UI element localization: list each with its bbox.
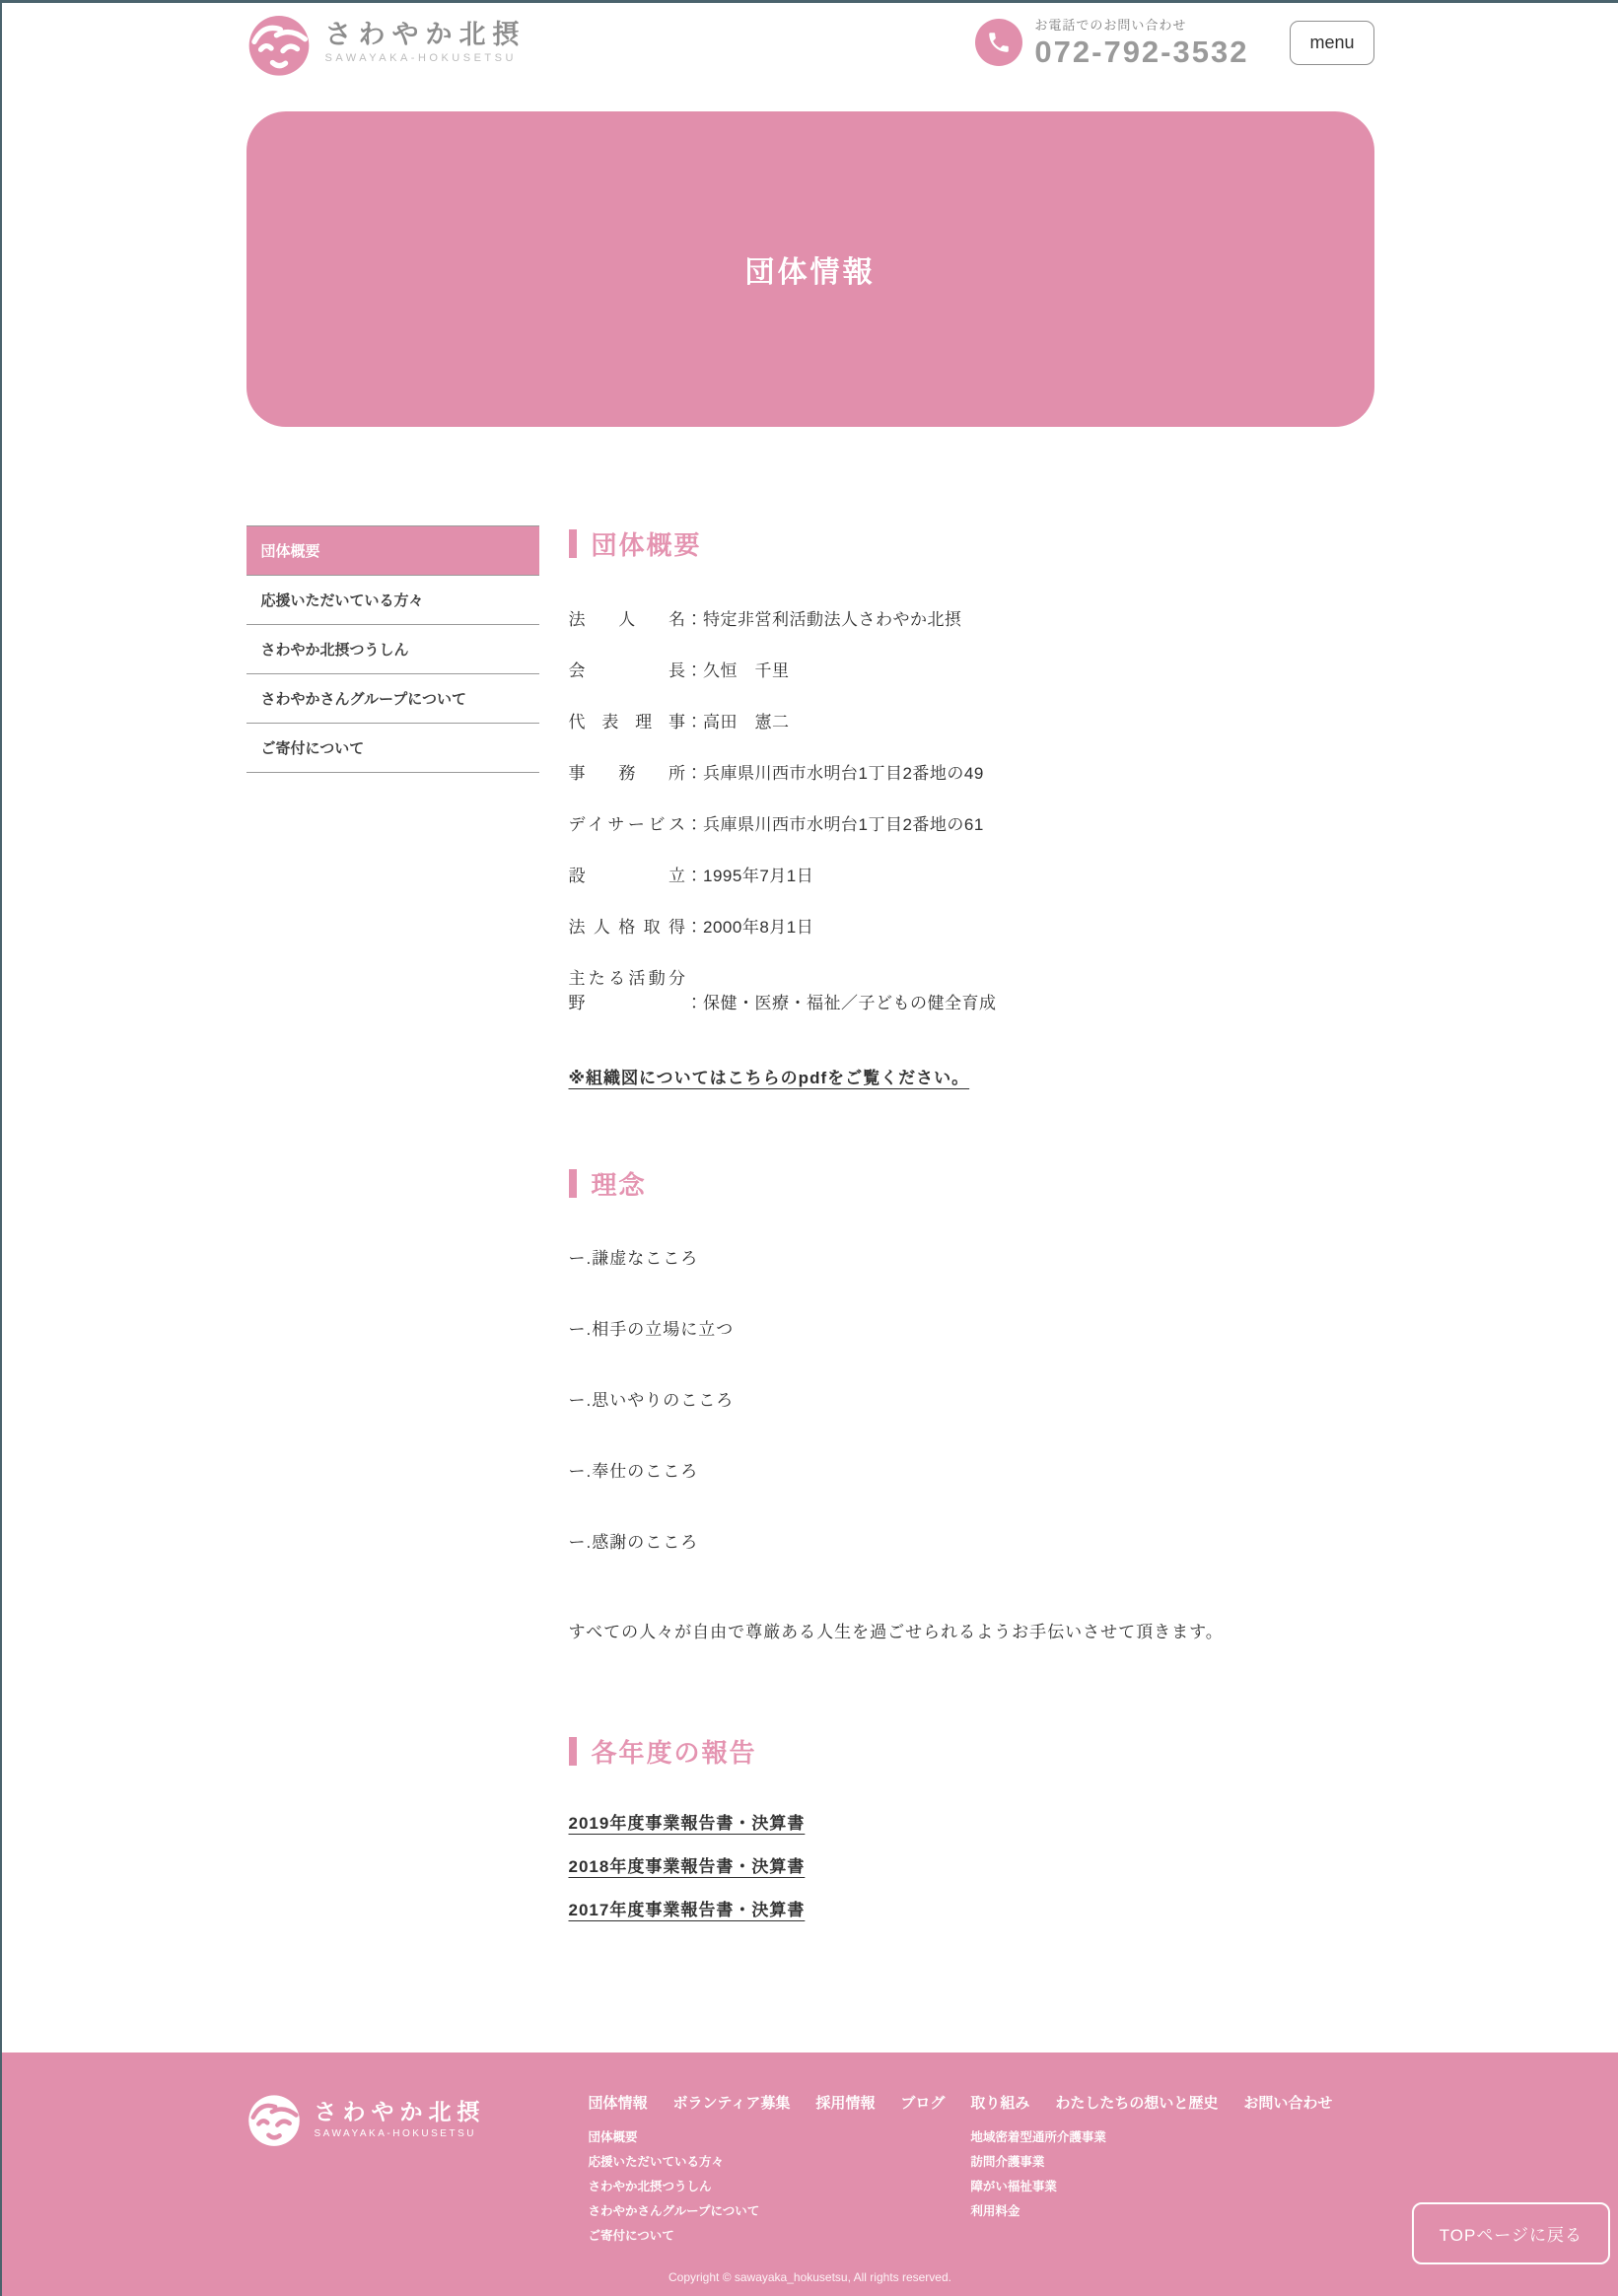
logo-subname: SAWAYAKA-HOKUSETSU xyxy=(324,52,517,65)
sidebar-item-overview[interactable]: 団体概要 xyxy=(246,526,539,576)
footer-col-torikumi xyxy=(970,2092,1106,2218)
philosophy-item: ー.奉仕のこころ xyxy=(568,1462,699,1481)
sidebar-item-donation[interactable]: ご寄付について xyxy=(246,724,539,773)
sidebar-item-newsletter[interactable]: さわやか北摂つうしん xyxy=(246,625,539,674)
philosophy-closing: すべての人々が自由で尊厳ある人生を過ごせられるようお手伝いさせて頂きます。 xyxy=(568,1623,1224,1641)
report-link-2019[interactable]: 2019年度事業報告書・決算書 xyxy=(568,1814,806,1833)
section-overview xyxy=(569,525,1374,1088)
heading-bar xyxy=(569,529,577,558)
footer-link-blog[interactable]: ブログ xyxy=(900,2095,946,2112)
overview-row: 主たる活動分野 ：保健・医療・福祉／子どもの健全育成 xyxy=(568,969,997,1012)
overview-row: デイサービス：兵庫県川西市水明台1丁目2番地の61 xyxy=(568,815,984,834)
footer-col-omoi xyxy=(1055,2092,1218,2147)
footer-sublink-gaiyo[interactable]: 団体概要 xyxy=(588,2130,638,2144)
phone-label: お電話でのお問い合わせ xyxy=(1034,18,1187,34)
overview-row: 法人格取得：2000年8月1日 xyxy=(568,918,814,937)
back-to-top-button[interactable]: TOPページに戻る xyxy=(1412,2202,1610,2264)
footer-link-contact[interactable]: お問い合わせ xyxy=(1243,2095,1333,2112)
phone-icon xyxy=(975,19,1022,66)
overview-row: 事務所：兵庫県川西市水明台1丁目2番地の49 xyxy=(568,764,984,783)
footer-sublink-shogai[interactable]: 障がい福祉事業 xyxy=(970,2180,1057,2193)
footer-col-blog xyxy=(900,2092,945,2147)
page-title: 団体情報 xyxy=(744,256,876,289)
heading-bar xyxy=(569,1169,577,1198)
footer-sublink-homon[interactable]: 訪問介護事業 xyxy=(970,2155,1045,2169)
section-philosophy xyxy=(569,1165,1374,1642)
philosophy-item: ー.相手の立場に立つ xyxy=(568,1320,735,1339)
footer-link-dantaijoho[interactable]: 団体情報 xyxy=(588,2095,648,2112)
footer-logo[interactable] xyxy=(246,2092,589,2147)
footer-nav xyxy=(588,2092,1333,2243)
site-footer xyxy=(2,2052,1618,2296)
footer-logo-name: さわやか北摂 xyxy=(314,2099,486,2125)
philosophy-item: ー.謙虚なこころ xyxy=(568,1249,699,1268)
philosophy-item: ー.思いやりのこころ xyxy=(568,1391,735,1410)
sidebar-nav xyxy=(246,525,539,1939)
sidebar-item-group[interactable]: さわやかさんグループについて xyxy=(246,674,539,724)
overview-row: 設立：1995年7月1日 xyxy=(568,867,814,885)
footer-link-torikumi[interactable]: 取り組み xyxy=(970,2095,1030,2112)
section-reports xyxy=(569,1733,1374,1920)
phone-number: 072-792-3532 xyxy=(1034,35,1249,70)
footer-sublink-ryokin[interactable]: 利用料金 xyxy=(970,2204,1020,2218)
page-title-banner xyxy=(246,111,1374,427)
heading-bar xyxy=(569,1737,577,1766)
logo-name: さわやか北摂 xyxy=(324,19,527,49)
copyright-text: Copyright © sawayaka_hokusetsu, All rights reserved. xyxy=(668,2270,951,2284)
section-overview-heading: 団体概要 xyxy=(569,525,1374,562)
footer-sublink-ouen[interactable]: 応援いただいている方々 xyxy=(588,2155,725,2169)
footer-col-contact xyxy=(1243,2092,1332,2147)
footer-sublink-kifu[interactable]: ご寄付について xyxy=(588,2229,674,2243)
section-reports-heading: 各年度の報告 xyxy=(569,1733,1374,1770)
footer-sublink-tsusho[interactable]: 地域密着型通所介護事業 xyxy=(970,2130,1106,2144)
section-philosophy-heading: 理念 xyxy=(569,1165,1374,1202)
philosophy-item: ー.感謝のこころ xyxy=(568,1533,699,1552)
site-header xyxy=(246,3,1374,82)
footer-col-saiyo xyxy=(815,2092,875,2147)
footer-logo-face-icon xyxy=(246,2092,302,2147)
footer-link-saiyo[interactable]: 採用情報 xyxy=(815,2095,876,2112)
footer-sublink-group[interactable]: さわやかさんグループについて xyxy=(588,2204,760,2218)
overview-row: 会長：久恒 千里 xyxy=(568,661,790,680)
footer-logo-subname: SAWAYAKA-HOKUSETSU xyxy=(314,2127,476,2139)
footer-col-volunteer xyxy=(673,2092,791,2147)
sidebar-item-supporters[interactable]: 応援いただいている方々 xyxy=(246,576,539,625)
footer-link-volunteer[interactable]: ボランティア募集 xyxy=(672,2095,791,2112)
report-link-2018[interactable]: 2018年度事業報告書・決算書 xyxy=(568,1857,806,1876)
menu-button[interactable]: menu xyxy=(1290,21,1373,65)
organization-chart-pdf-link[interactable]: ※組織図についてはこちらのpdfをご覧ください。 xyxy=(568,1069,970,1087)
overview-row: 法人名：特定非営利活動法人さわやか北摂 xyxy=(568,610,962,629)
phone-contact[interactable] xyxy=(975,15,1248,69)
footer-link-omoi[interactable]: わたしたちの想いと歴史 xyxy=(1055,2095,1219,2112)
report-link-2017[interactable]: 2017年度事業報告書・決算書 xyxy=(568,1901,806,1919)
footer-sublink-tsuushin[interactable]: さわやか北摂つうしん xyxy=(588,2180,712,2193)
logo-face-icon xyxy=(246,12,312,73)
overview-row: 代表理事：高田 憲二 xyxy=(568,713,790,731)
site-logo[interactable] xyxy=(246,12,527,73)
